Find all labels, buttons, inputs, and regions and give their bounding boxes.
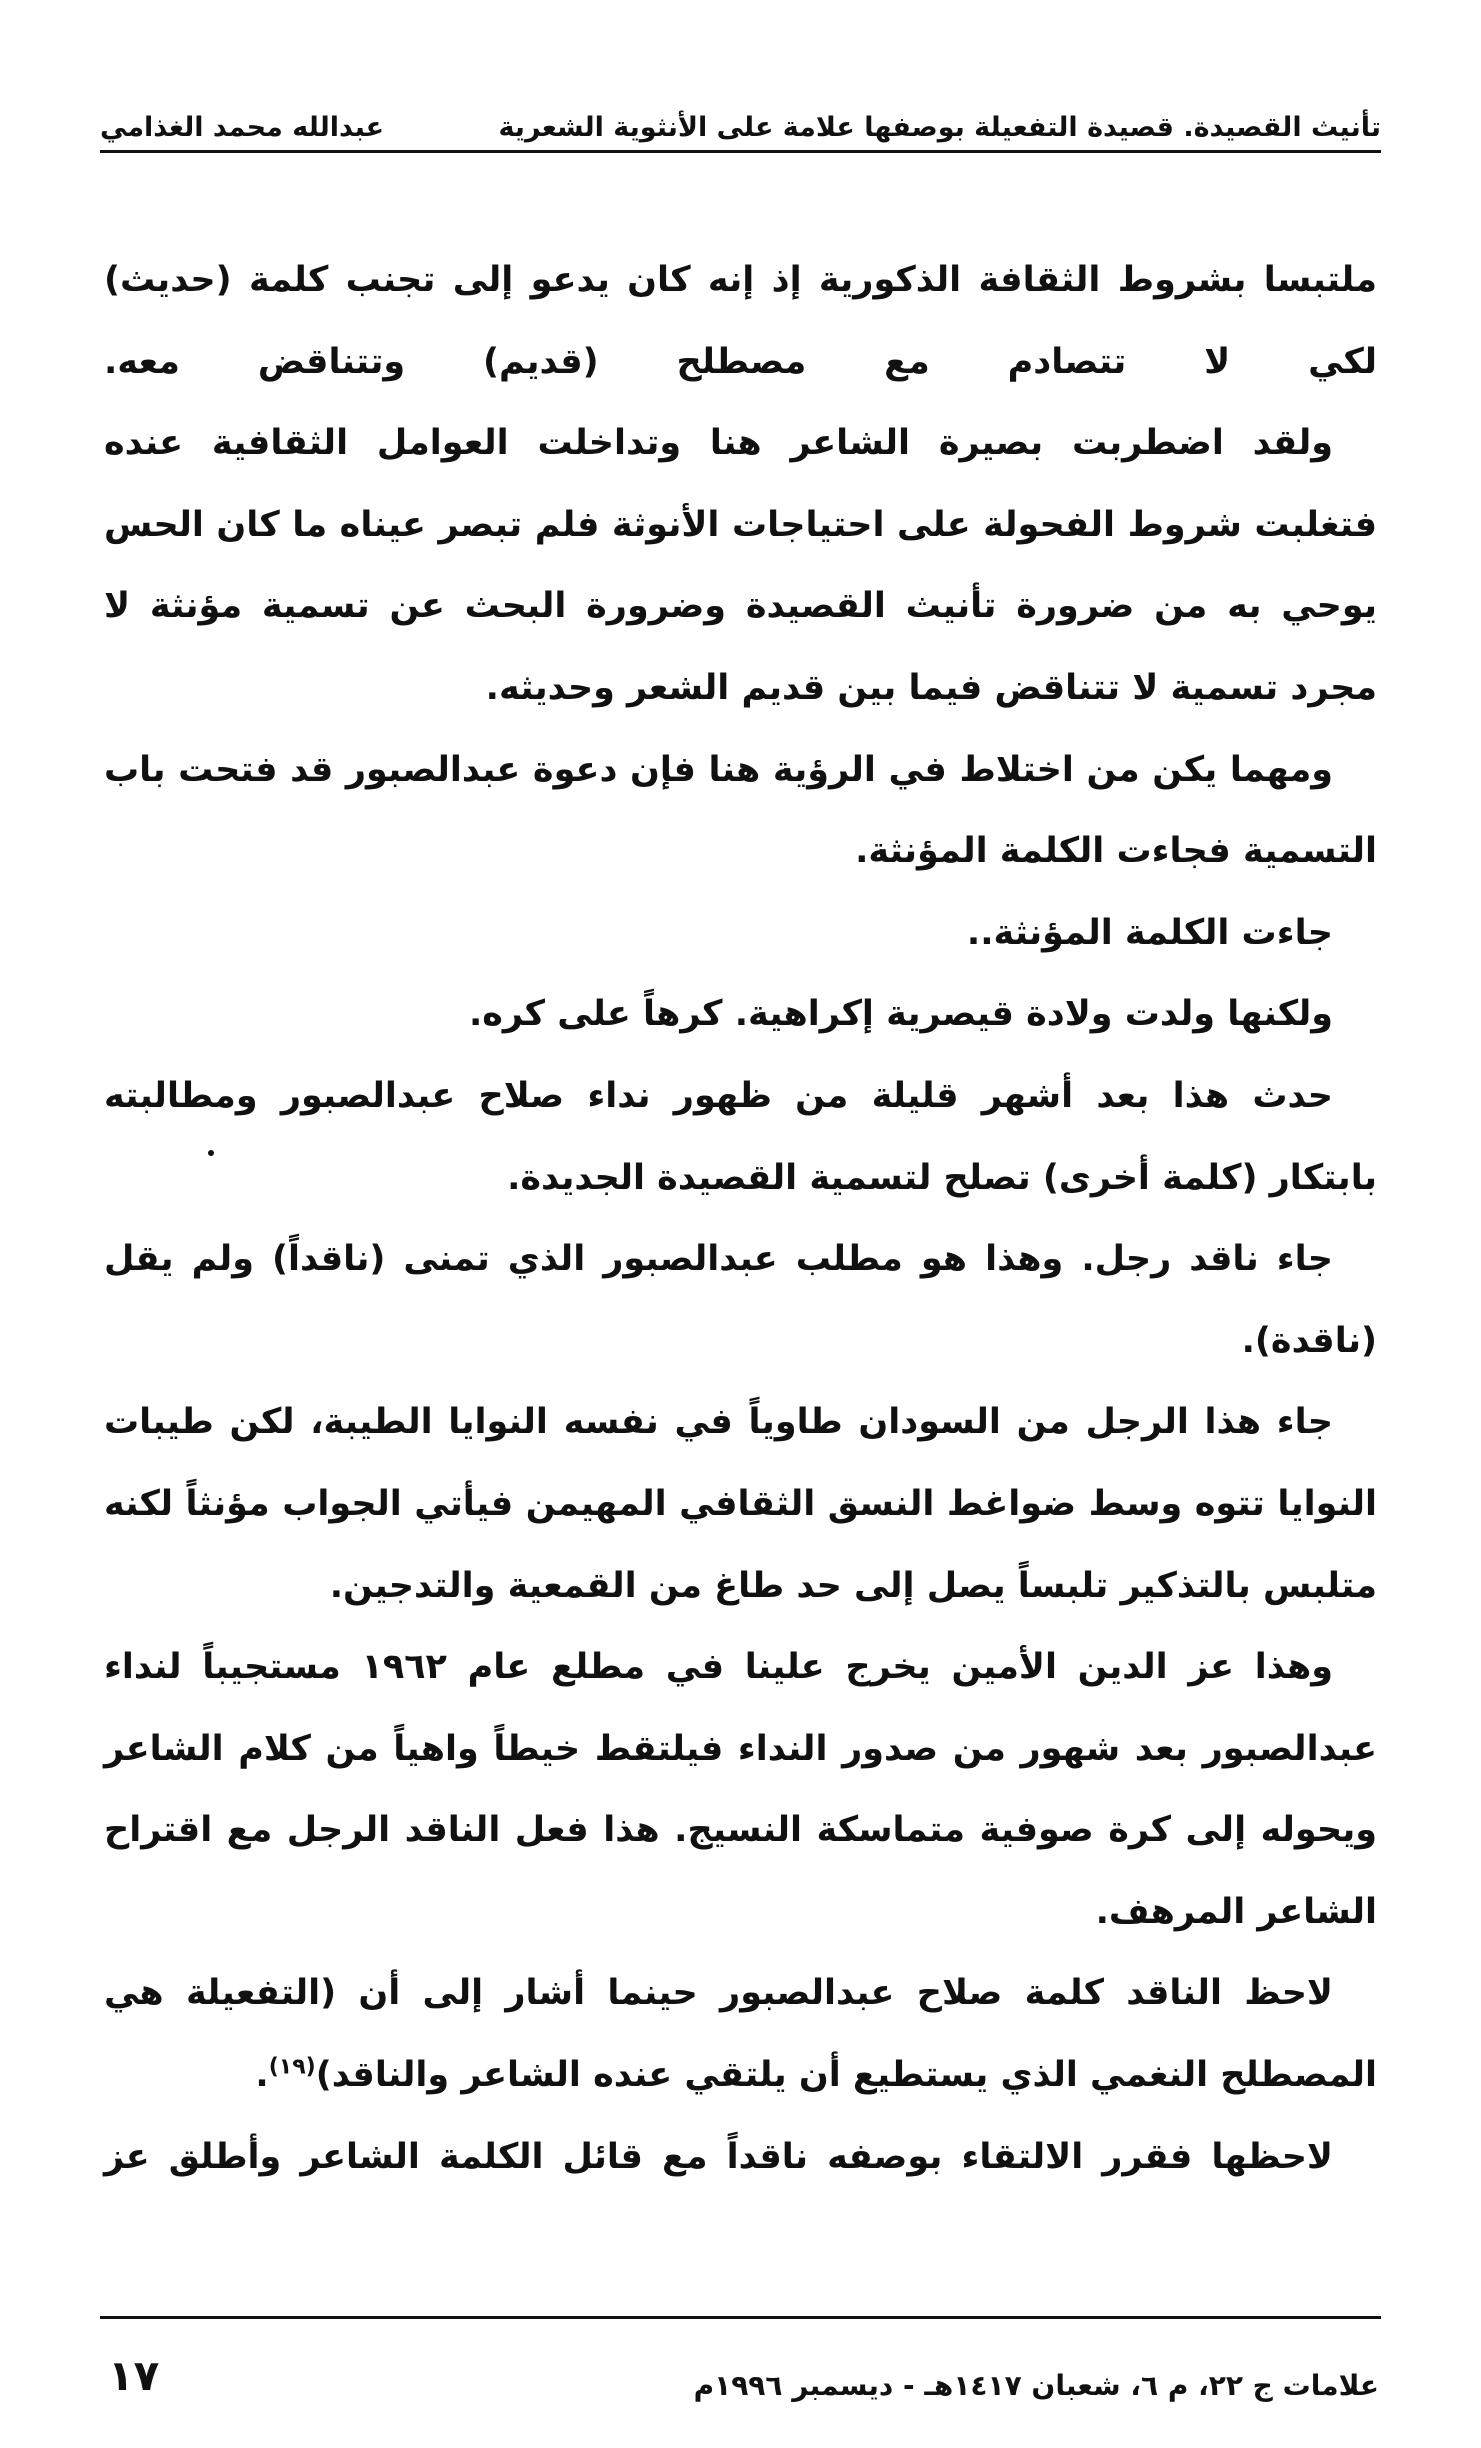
paragraph-8: جاء هذا الرجل من السودان طاوياً في نفسه النوايا الطيبة، لكن طيبات النوايا تتوه وسط ضواغط النسق الثقافي المهيمن فيأتي الجواب مؤنثاً لكنه متلبس بالتذكير تلبساً يصل إلى حد طاغ من القمعية والتدجين. [104,1402,1377,1606]
stray-ink-dot [208,1150,214,1156]
journal-citation: علامات ج ٢٢، م ٦، شعبان ١٤١٧هـ - ديسمبر ١٩٩٦م [693,2369,1379,2402]
paragraph-11: لاحظها فقرر الالتقاء بوصفه ناقداً مع قائل الكلمة الشاعر وأطلق عز [104,2136,1333,2177]
paragraph-10-text: لاحظ الناقد كلمة صلاح عبدالصبور حينما أشار إلى أن (التفعيلة هي المصطلح النغمي الذي يستطيع أن يلتقي عنده الشاعر والناقد) [104,1973,1377,2096]
footnote-reference: (١٩) [268,2054,316,2080]
paragraph-4: جاءت الكلمة المؤنثة.. [966,912,1333,953]
footer-rule [100,2316,1381,2319]
paragraph-7: جاء ناقد رجل. وهذا هو مطلب عبدالصبور الذي تمنى (ناقداً) ولم يقل (ناقدة). [104,1239,1377,1361]
paragraph-5: ولكنها ولدت ولادة قيصرية إكراهية. كرهاً على كره. [468,994,1333,1035]
author-name: عبدالله محمد الغذامي [100,112,385,143]
running-header [100,88,1381,148]
page-number: ١٧ [108,2351,160,2400]
body-text [104,240,1377,2198]
paragraph-10-end: . [255,2055,269,2096]
paragraph-6: حدث هذا بعد أشهر قليلة من ظهور نداء صلاح عبدالصبور ومطالبته بابتكار (كلمة أخرى) تصلح لتسمية القصيدة الجديدة. [104,1075,1377,1198]
paragraph-3: ومهما يكن من اختلاط في الرؤية هنا فإن دعوة عبدالصبور قد فتحت باب التسمية فجاءت الكلمة المؤنثة. [104,749,1377,872]
paragraph-10 [104,1953,1377,2116]
paragraph-2: ولقد اضطربت بصيرة الشاعر هنا وتداخلت العوامل الثقافية عنده فتغلبت شروط الفحولة على احتياجات الأنوثة فلم تبصر عيناه ما كان الحس يوحي به من ضرورة تأنيث القصيدة وضرورة البحث عن تسمية مؤنثة لا مجرد تسمية لا تتناقض فيما بين قديم الشعر وحديثه. [104,423,1377,708]
paragraph-9: وهذا عز الدين الأمين يخرج علينا في مطلع عام ١٩٦٢ مستجيباً لنداء عبدالصبور بعد شهور من صدور النداء فيلتقط خيطاً واهياً من كلام الشاعر ويحوله إلى كرة صوفية متماسكة النسيج. هذا فعل الناقد الرجل مع اقتراح الشاعر المرهف. [104,1647,1377,1932]
header-rule [100,150,1381,153]
paragraph-1: ملتبسا بشروط الثقافة الذكورية إذ إنه كان يدعو إلى تجنب كلمة (حديث) لكي لا تتصادم مع مصطلح (قديم) وتتناقض معه. [104,260,1377,382]
article-title: تأنيث القصيدة. قصيدة التفعيلة بوصفها علامة على الأنثوية الشعرية [498,112,1381,143]
